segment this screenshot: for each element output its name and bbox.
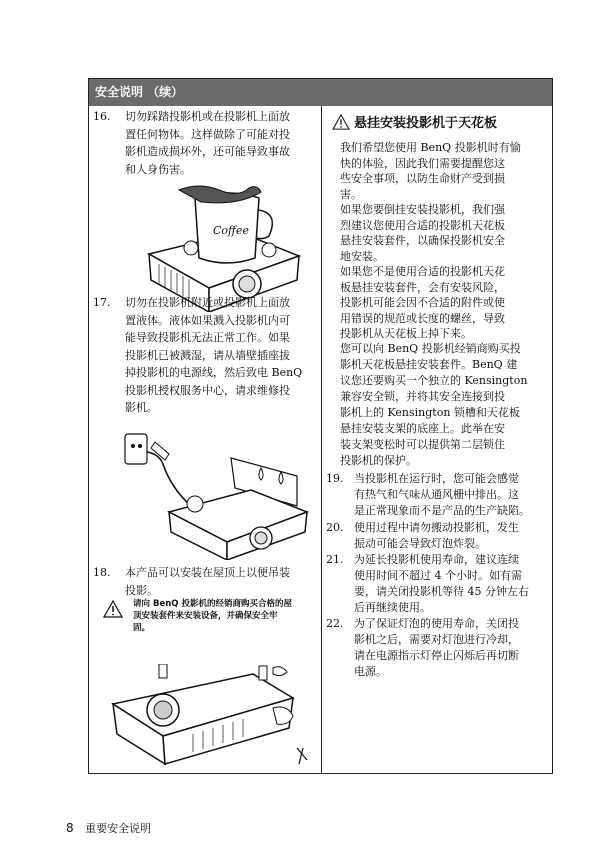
footer-title: 重要安全说明: [85, 822, 152, 835]
item-text: 切勿踩踏投影机或在投影机上面放 置任何物体。这样做除了可能对投 影机造成损坏外，还可能导致事故 和人身伤害。: [125, 110, 290, 176]
warning-note: [103, 598, 317, 646]
ceiling-mount-illustration: [103, 664, 315, 774]
ceiling-paragraph-3: 如果您不是使用合适的投影机天花 板悬挂安装套件，会有安装风险， 投影机可能会因不合适的附件或使 用错误的规范或长度的螺丝，导致 投影机从天花板上掉下来。: [340, 265, 505, 340]
item-number: 22.: [326, 617, 344, 630]
item-number: 19.: [326, 472, 344, 485]
ceiling-paragraph-2: 如果您要倒挂安装投影机，我们强 烈建议您使用合适的投影机天花板 悬挂安装套件，以确保投影机安全 地安装。: [340, 203, 505, 263]
page-number: 8: [66, 821, 74, 835]
ceiling-paragraph-1: 我们希望您使用 BenQ 投影机时有愉 快的体验，因此我们需要提醒您这 些安全事项，以防生命财产受到损 害。: [340, 141, 521, 201]
item-text: 当投影机在运行时，您可能会感觉 有热气和气味从通风栅中排出。这 是正常现象而不是产品的生产缺陷。: [354, 472, 530, 517]
item-number: 16.: [93, 110, 111, 123]
page-footer: [66, 820, 151, 836]
section-header: 安全说明 （续）: [89, 79, 552, 106]
wet-projector-unplug-illustration: [111, 428, 311, 560]
left-column: [89, 106, 321, 773]
section-title: 悬挂安装投影机于天花板: [354, 116, 498, 131]
item-text: 为了保证灯泡的使用寿命，关闭投 影机之后，需要对灯泡进行冷却， 请在电源指示灯停止闪烁后再切断 电源。: [354, 617, 519, 678]
item-text: 使用过程中请勿搬动投影机，发生 振动可能会导致灯泡炸裂。: [354, 521, 519, 550]
warning-icon: [332, 114, 350, 130]
item-number: 21.: [326, 553, 344, 566]
warning-icon: [103, 600, 123, 618]
warning-text: 请向 BenQ 投影机的经销商购买合格的屋 顶安装套件来安装设备，并确保安全牢 固。: [133, 599, 292, 633]
coffee-label: Coffee: [213, 224, 249, 237]
coffee-on-projector-illustration: [129, 184, 309, 312]
item-number: 17.: [93, 296, 111, 309]
item-number: 20.: [326, 521, 344, 534]
item-number: 18.: [93, 566, 111, 579]
item-text: 为延长投影机使用寿命，建议连续 使用时间不超过 4 个小时。如有需 要，请关闭投影机等待 45 分钟左右 后再继续使用。: [354, 553, 529, 614]
item-text: 本产品可以安装在屋顶上以便吊装 投影。: [125, 566, 290, 597]
item-text: 切勿在投影机附近或投影机上面放 置液体。液体如果溅入投影机内可 能导致投影机无法正常工作。如果 投影机已被溅湿，请从墙壁插座拔 掉投影机的电源线，然后致电 BenQ 投影机授权服务中心，请求维修投 影机。: [125, 296, 303, 414]
right-column: [322, 106, 552, 773]
ceiling-paragraph-4: 您可以向 BenQ 投影机经销商购买投 影机天花板悬挂安装套件。BenQ 建 议您还要购买一个独立的 Kensington 兼容安全锁，并将其安全连接到投 影机上的 Kensington 锁槽和天花板 悬挂安装支架的底座上。此举在安 装支架变松时可以提供第二层锁住 投影机的保护。: [340, 342, 528, 467]
instruction-table: [88, 78, 553, 774]
